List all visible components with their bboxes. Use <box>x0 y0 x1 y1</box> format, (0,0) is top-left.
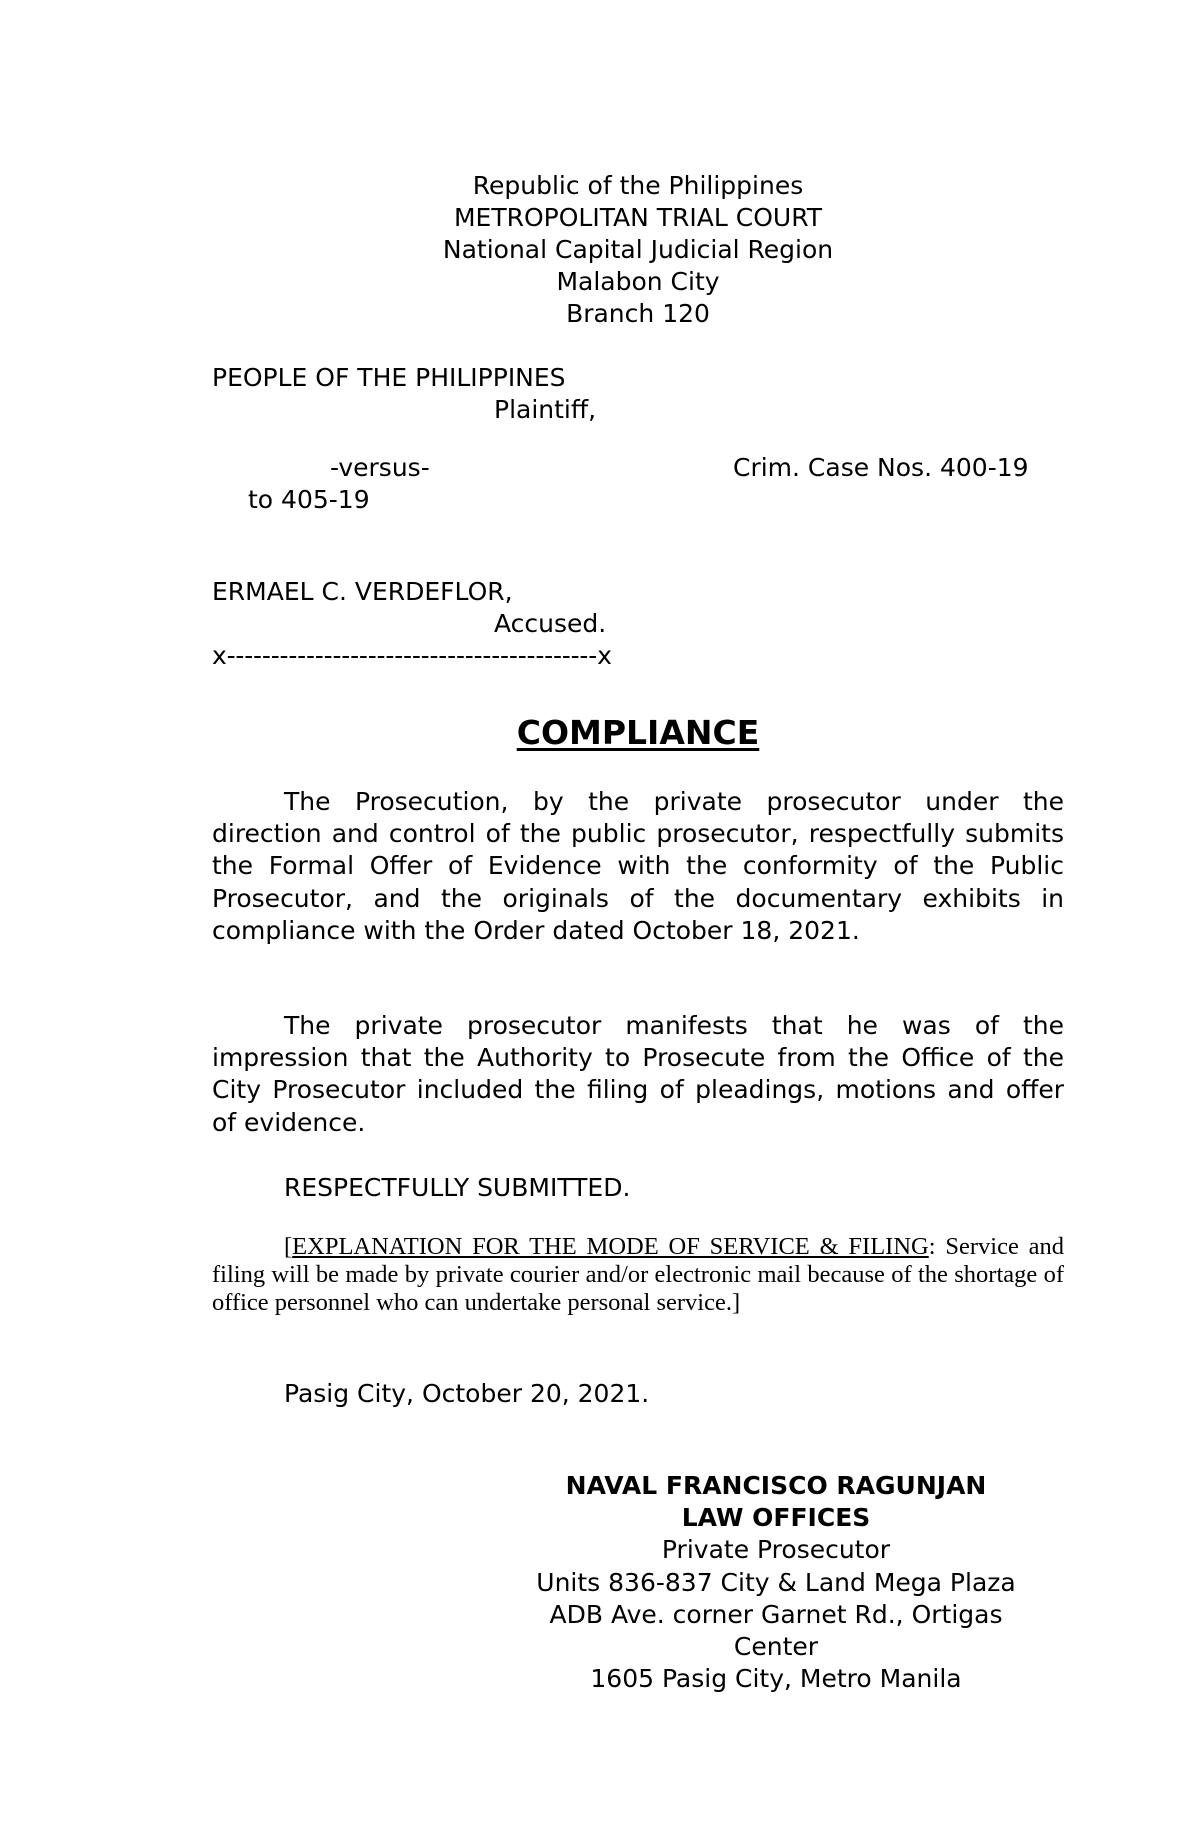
place-and-date: Pasig City, October 20, 2021. <box>284 1379 650 1408</box>
signature-block <box>476 1470 1076 1695</box>
address-line2: ADB Ave. corner Garnet Rd., Ortigas <box>549 1599 1003 1629</box>
heading-region: National Capital Judicial Region <box>442 235 834 264</box>
paragraph-compliance: The Prosecution, by the private prosecutor under the direction and control of the public prosecutor, respectfully submits the Formal Offer of Evidence with the conformity of the Public Prosecutor, and the originals of the documentary exhibits in compliance with the Order dated October 18, 2021. <box>212 787 1064 945</box>
paragraph-manifestation: The private prosecutor manifests that he was of the impression that the Authority to Prosecute from the Office of the City Prosecutor included the filing of pleadings, motions and offer of evidence. <box>212 1011 1064 1137</box>
plaintiff-name: PEOPLE OF THE PHILIPPINES <box>212 363 566 392</box>
heading-city: Malabon City <box>556 267 720 296</box>
signatory-role: Private Prosecutor <box>661 1535 891 1565</box>
firm-name-line2: LAW OFFICES <box>681 1503 871 1533</box>
versus-label: -versus- <box>330 453 430 482</box>
address-line3: Center <box>733 1632 819 1662</box>
document-title: COMPLIANCE <box>516 713 760 752</box>
accused-role: Accused. <box>494 609 607 638</box>
plaintiff-role: Plaintiff, <box>494 395 597 424</box>
caption-separator: x------------------------------------------x <box>212 641 612 670</box>
explanation-bracket: [ <box>284 1233 293 1260</box>
heading-republic: Republic of the Philippines <box>472 171 804 200</box>
heading-court: METROPOLITAN TRIAL COURT <box>453 203 823 232</box>
explanation-paragraph <box>212 1233 1064 1317</box>
explanation-colon: : <box>928 1233 936 1260</box>
address-line1: Units 836-837 City & Land Mega Plaza <box>536 1567 1016 1597</box>
explanation-text: Service and filing will be made by private courier and/or electronic mail because of the shortage of office personnel who can undertake personal service.] <box>212 1233 1064 1316</box>
court-heading <box>212 170 1064 330</box>
respectfully-submitted: RESPECTFULLY SUBMITTED. <box>284 1173 631 1202</box>
firm-name-line1: NAVAL FRANCISCO RAGUNJAN <box>565 1471 987 1500</box>
case-number-continued: to 405-19 <box>248 485 370 514</box>
heading-branch: Branch 120 <box>566 299 710 328</box>
case-number: Crim. Case Nos. 400-19 <box>733 453 1029 482</box>
explanation-heading: EXPLANATION FOR THE MODE OF SERVICE & FILING <box>292 1233 929 1260</box>
accused-name: ERMAEL C. VERDEFLOR, <box>212 577 513 606</box>
address-line4: 1605 Pasig City, Metro Manila <box>590 1664 962 1694</box>
